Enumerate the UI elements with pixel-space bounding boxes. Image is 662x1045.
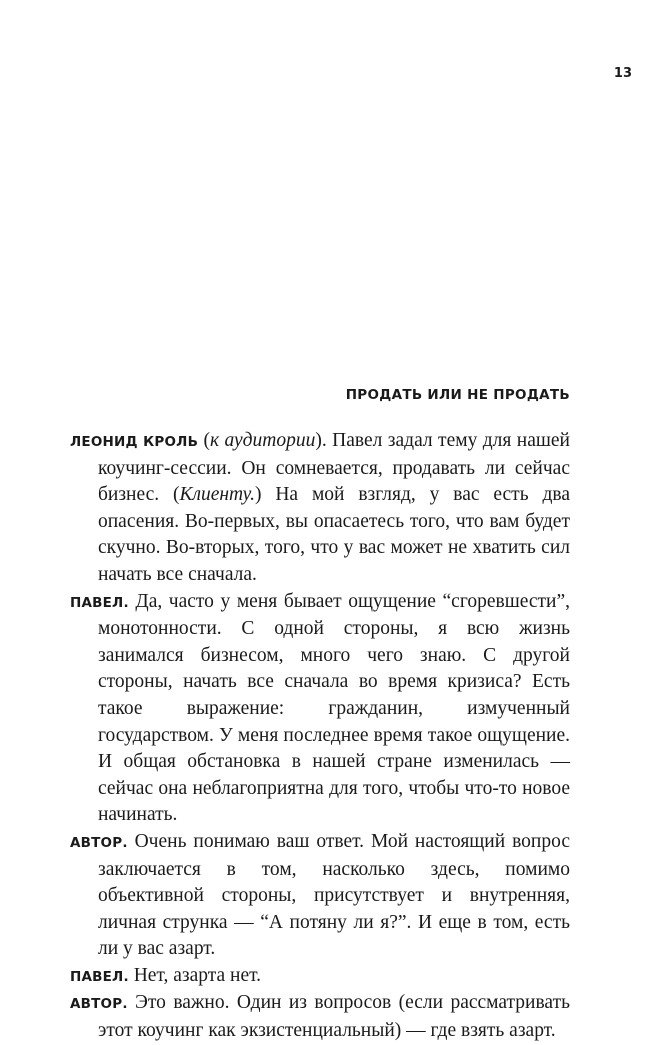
speaker-label: ПАВЕЛ. [70,968,129,985]
page-number: 13 [613,66,632,81]
paragraph-text: ). Павел задал тему для нашей коучинг-сессии. Он сомневается, продавать ли сейчас бизнес. ( [98,430,570,506]
paragraph-text: Очень понимаю ваш ответ. Мой настоящий вопрос заключается в том, насколько здесь, помимо объективной стороны, присутствует и внутренняя, личная струнка — “А потяну ли я?”. И еще в том, есть ли у вас азарт. [98,830,570,960]
speaker-label: АВТОР. [70,996,128,1013]
speaker-label: ЛЕОНИД КРОЛЬ [70,434,199,450]
stage-remark: Клиенту. [179,484,255,506]
dialogue-body [70,428,570,1045]
paragraph-text: Нет, азарта нет. [128,964,262,986]
paragraph-author [70,829,570,963]
paragraph-text: ( [198,430,211,451]
paragraph-author [70,990,570,1044]
speaker-label: ПАВЕЛ. [70,594,129,611]
paragraph-pavel [70,963,570,991]
paragraph-text: ) На мой взгляд, у вас есть два опасения. Во-первых, вы опасаетесь того, что вам будет скучно. Во-вторых, того, что у вас может не хватить сил начать все сначала. [98,484,570,585]
speaker-label: АВТОР. [70,834,128,851]
paragraph-text: Да, часто у меня бывает ощущение “сгоревшести”, монотонности. С одной стороны, я всю жизнь занимался бизнесом, много чего знаю. С другой стороны, начать все сначала во время кризиса? Есть такое выражение: гражданин, измученный государством. У меня последнее время такое ощущение. И общая обстановка в нашей стране изменилась — сейчас она неблагоприятна для того, чтобы что-то новое начинать. [98,590,570,826]
chapter-title: ПРОДАТЬ ИЛИ НЕ ПРОДАТЬ [345,387,570,403]
paragraph-pavel [70,589,570,829]
paragraph-leonid-krol [70,428,570,589]
paragraph-text: Это важно. Один из вопросов (если рассматривать этот коучинг как экзистенциальный) — где взять азарт. [98,992,570,1042]
stage-remark: к аудитории [210,430,316,451]
